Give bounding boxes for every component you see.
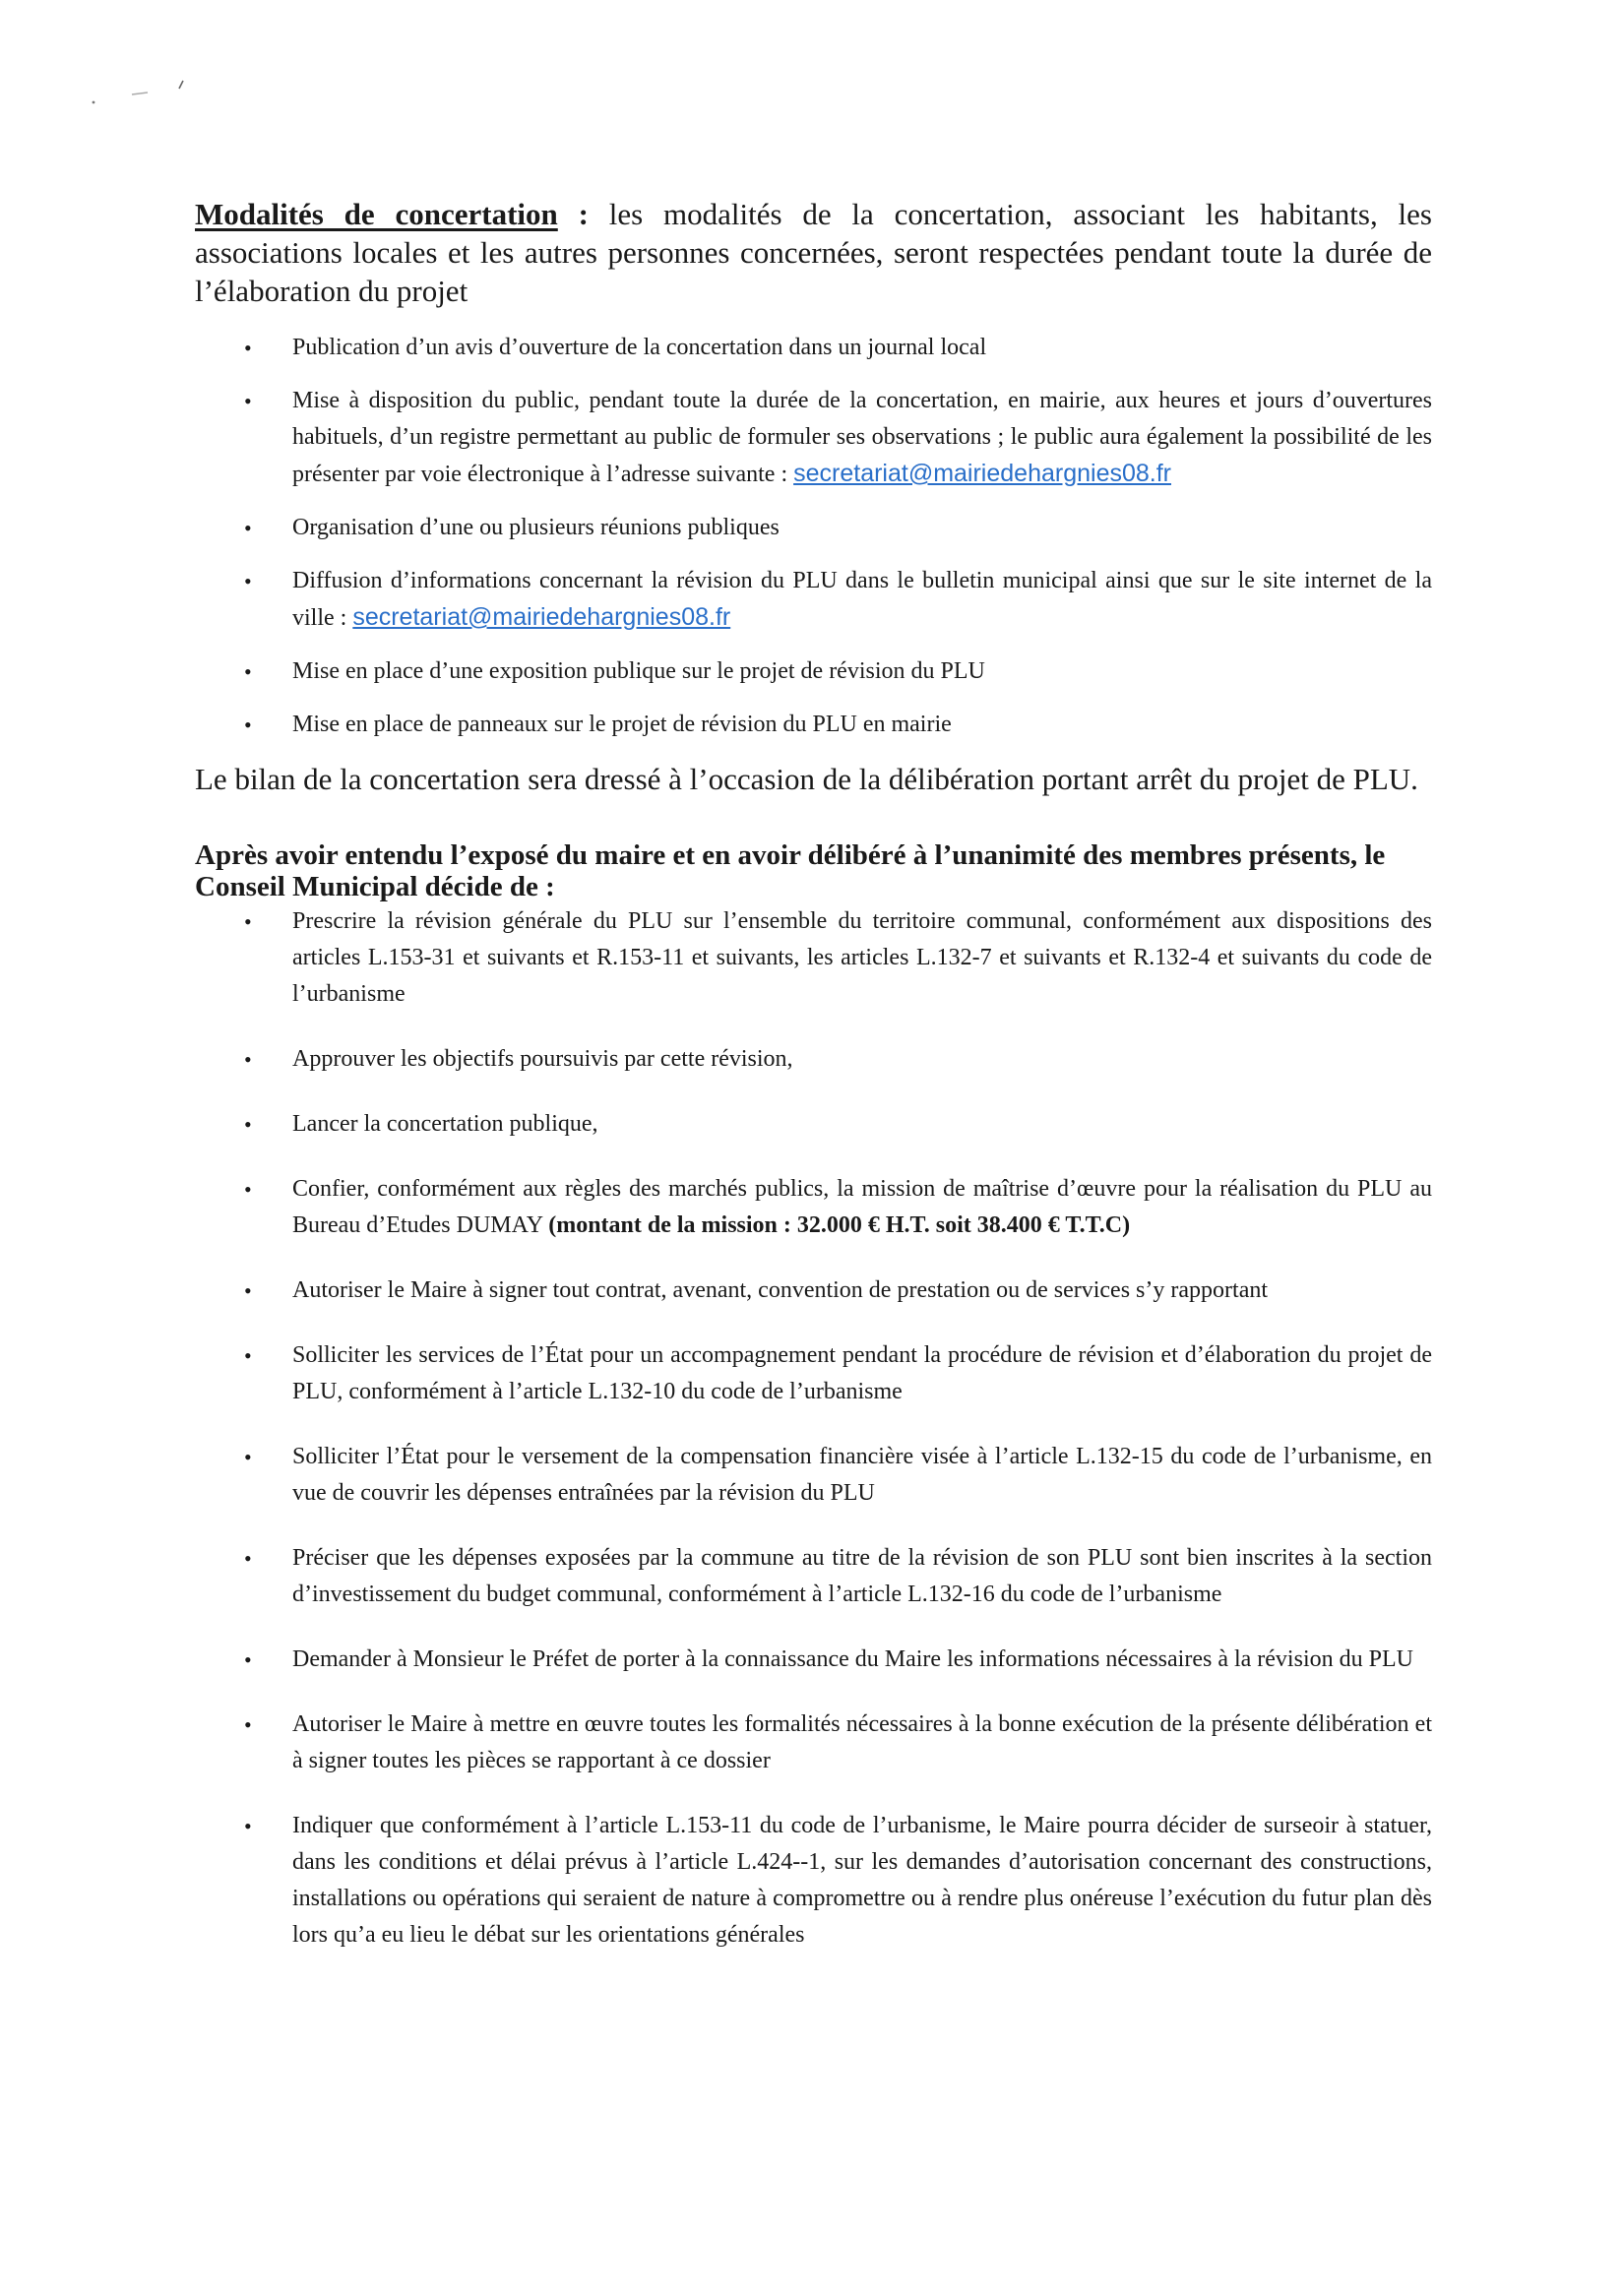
list-item-text: Solliciter l’État pour le versement de la compensation financière visée à l’article L.132-15 du code de l’urbanisme, en vue de couvrir les dépenses entraînées par la révision du PLU [292,1444,1432,1506]
list-item [195,510,1432,546]
list-item-text: Préciser que les dépenses exposées par la commune au titre de la révision de son PLU sont bien inscrites à la section d’investissement du budget communal, conformément à l’article L.132-16 du code de l’urbanisme [292,1545,1432,1607]
list-item-text: Diffusion d’informations concernant la révision du PLU dans le bulletin municipal ainsi que sur le site internet de la ville : [292,568,1432,631]
list-item-text: Autoriser le Maire à signer tout contrat, avenant, convention de prestation ou de services s’y rapportant [292,1277,1269,1303]
bullet-icon: • [244,1546,252,1571]
bilan-paragraph: Le bilan de la concertation sera dressé à l’occasion de la délibération portant arrêt du projet de PLU. [195,762,1418,796]
list-item [195,1439,1432,1512]
list-item [195,903,1432,1013]
bullet-icon: • [244,1647,252,1672]
list-item-text: Publication d’un avis d’ouverture de la concertation dans un journal local [292,335,987,360]
list-item-text: Prescrire la révision générale du PLU sur l’ensemble du territoire communal, conformément aux dispositions des articles L.153-31 et suivants et R.153-11 et suivants, les articles L.132-7 et suivants et R.132-4 et suivants du code de l’urbanisme [292,908,1432,1007]
list-item-text: Approuver les objectifs poursuivis par cette révision, [292,1046,793,1072]
list-item-text: Mise en place d’une exposition publique sur le projet de révision du PLU [292,658,985,684]
list-item [195,1106,1432,1143]
list-item [195,653,1432,690]
list-item-text: Lancer la concertation publique, [292,1111,598,1137]
decision-heading: Après avoir entendu l’exposé du maire et en avoir délibéré à l’unanimité des membres présents, le Conseil Municipal décide de : [195,839,1386,902]
list-item-text: Confier, conformément aux règles des marchés publics, la mission de maîtrise d’œuvre pour la réalisation du PLU au Bureau d’Etudes DUMAY [292,1176,1432,1238]
list-item-text: Indiquer que conformément à l’article L.153-11 du code de l’urbanisme, le Maire pourra décider de surseoir à statuer, dans les conditions et délai prévus à l’article L.424--1, sur les demandes d’autorisation concernant des constructions, installations ou opérations qui seraient de nature à compromettre ou à rendre plus onéreuse l’exécution du futur plan dès lors qu’a eu lieu le débat sur les orientations générales [292,1813,1432,1948]
bullet-icon: • [244,1445,252,1469]
list-item [195,1171,1432,1244]
bullet-icon: • [244,1814,252,1838]
email-link[interactable]: secretariat@mairiedehargnies08.fr [352,603,731,631]
bullet-icon: • [244,1343,252,1368]
bullet-icon: • [244,389,252,413]
bullet-icon: • [244,909,252,934]
list-item [195,1642,1432,1678]
bullet-icon: • [244,659,252,684]
list-item [195,1706,1432,1779]
list-item [195,330,1432,366]
list-item [195,1540,1432,1613]
bullet-icon: • [244,1712,252,1737]
mission-amount-text: (montant de la mission : 32.000 € H.T. soit 38.400 € T.T.C) [548,1212,1131,1238]
bullet-icon: • [244,516,252,540]
document-page [195,195,1432,1954]
list-item [195,707,1432,743]
list-item [195,1041,1432,1078]
list-item-text: Mise en place de panneaux sur le projet de révision du PLU en mairie [292,712,952,737]
list-item-text: Autoriser le Maire à mettre en œuvre toutes les formalités nécessaires à la bonne exécution de la présente délibération et à signer toutes les pièces se rapportant à ce dossier [292,1711,1432,1773]
bullet-icon: • [244,1047,252,1072]
concertation-intro-text: les modalités de la concertation, associant les habitants, les associations locales et les autres personnes concernées, seront respectées pendant toute la durée de l’élaboration du projet [195,197,1432,308]
list-item [195,563,1432,637]
email-link[interactable]: secretariat@mairiedehargnies08.fr [793,460,1171,487]
list-item [195,1272,1432,1309]
scan-artifact-marks [89,79,197,108]
bullet-icon: • [244,569,252,593]
bullet-icon: • [244,1177,252,1202]
concertation-list [195,330,1432,743]
list-item-text: Mise à disposition du public, pendant toute la durée de la concertation, en mairie, aux heures et jours d’ouvertures habituels, d’un registre permettant au public de formuler ses observations ; le public aura également la possibilité de les présenter par voie électronique à l’adresse suivante : [292,388,1432,487]
list-item [195,383,1432,493]
concertation-lead-colon: : [557,197,589,231]
list-item-text: Organisation d’une ou plusieurs réunions publiques [292,515,780,540]
bullet-icon: • [244,1278,252,1303]
list-item-text: Demander à Monsieur le Préfet de porter à la connaissance du Maire les informations nécessaires à la révision du PLU [292,1646,1413,1672]
bullet-icon: • [244,336,252,360]
list-item-text: Solliciter les services de l’État pour un accompagnement pendant la procédure de révision et d’élaboration du projet de PLU, conformément à l’article L.132-10 du code de l’urbanisme [292,1342,1432,1404]
decision-list [195,903,1432,1954]
concertation-intro [195,195,1432,310]
list-item [195,1808,1432,1954]
bullet-icon: • [244,1112,252,1137]
concertation-lead-title: Modalités de concertation [195,197,558,231]
bullet-icon: • [244,713,252,737]
list-item [195,1337,1432,1410]
